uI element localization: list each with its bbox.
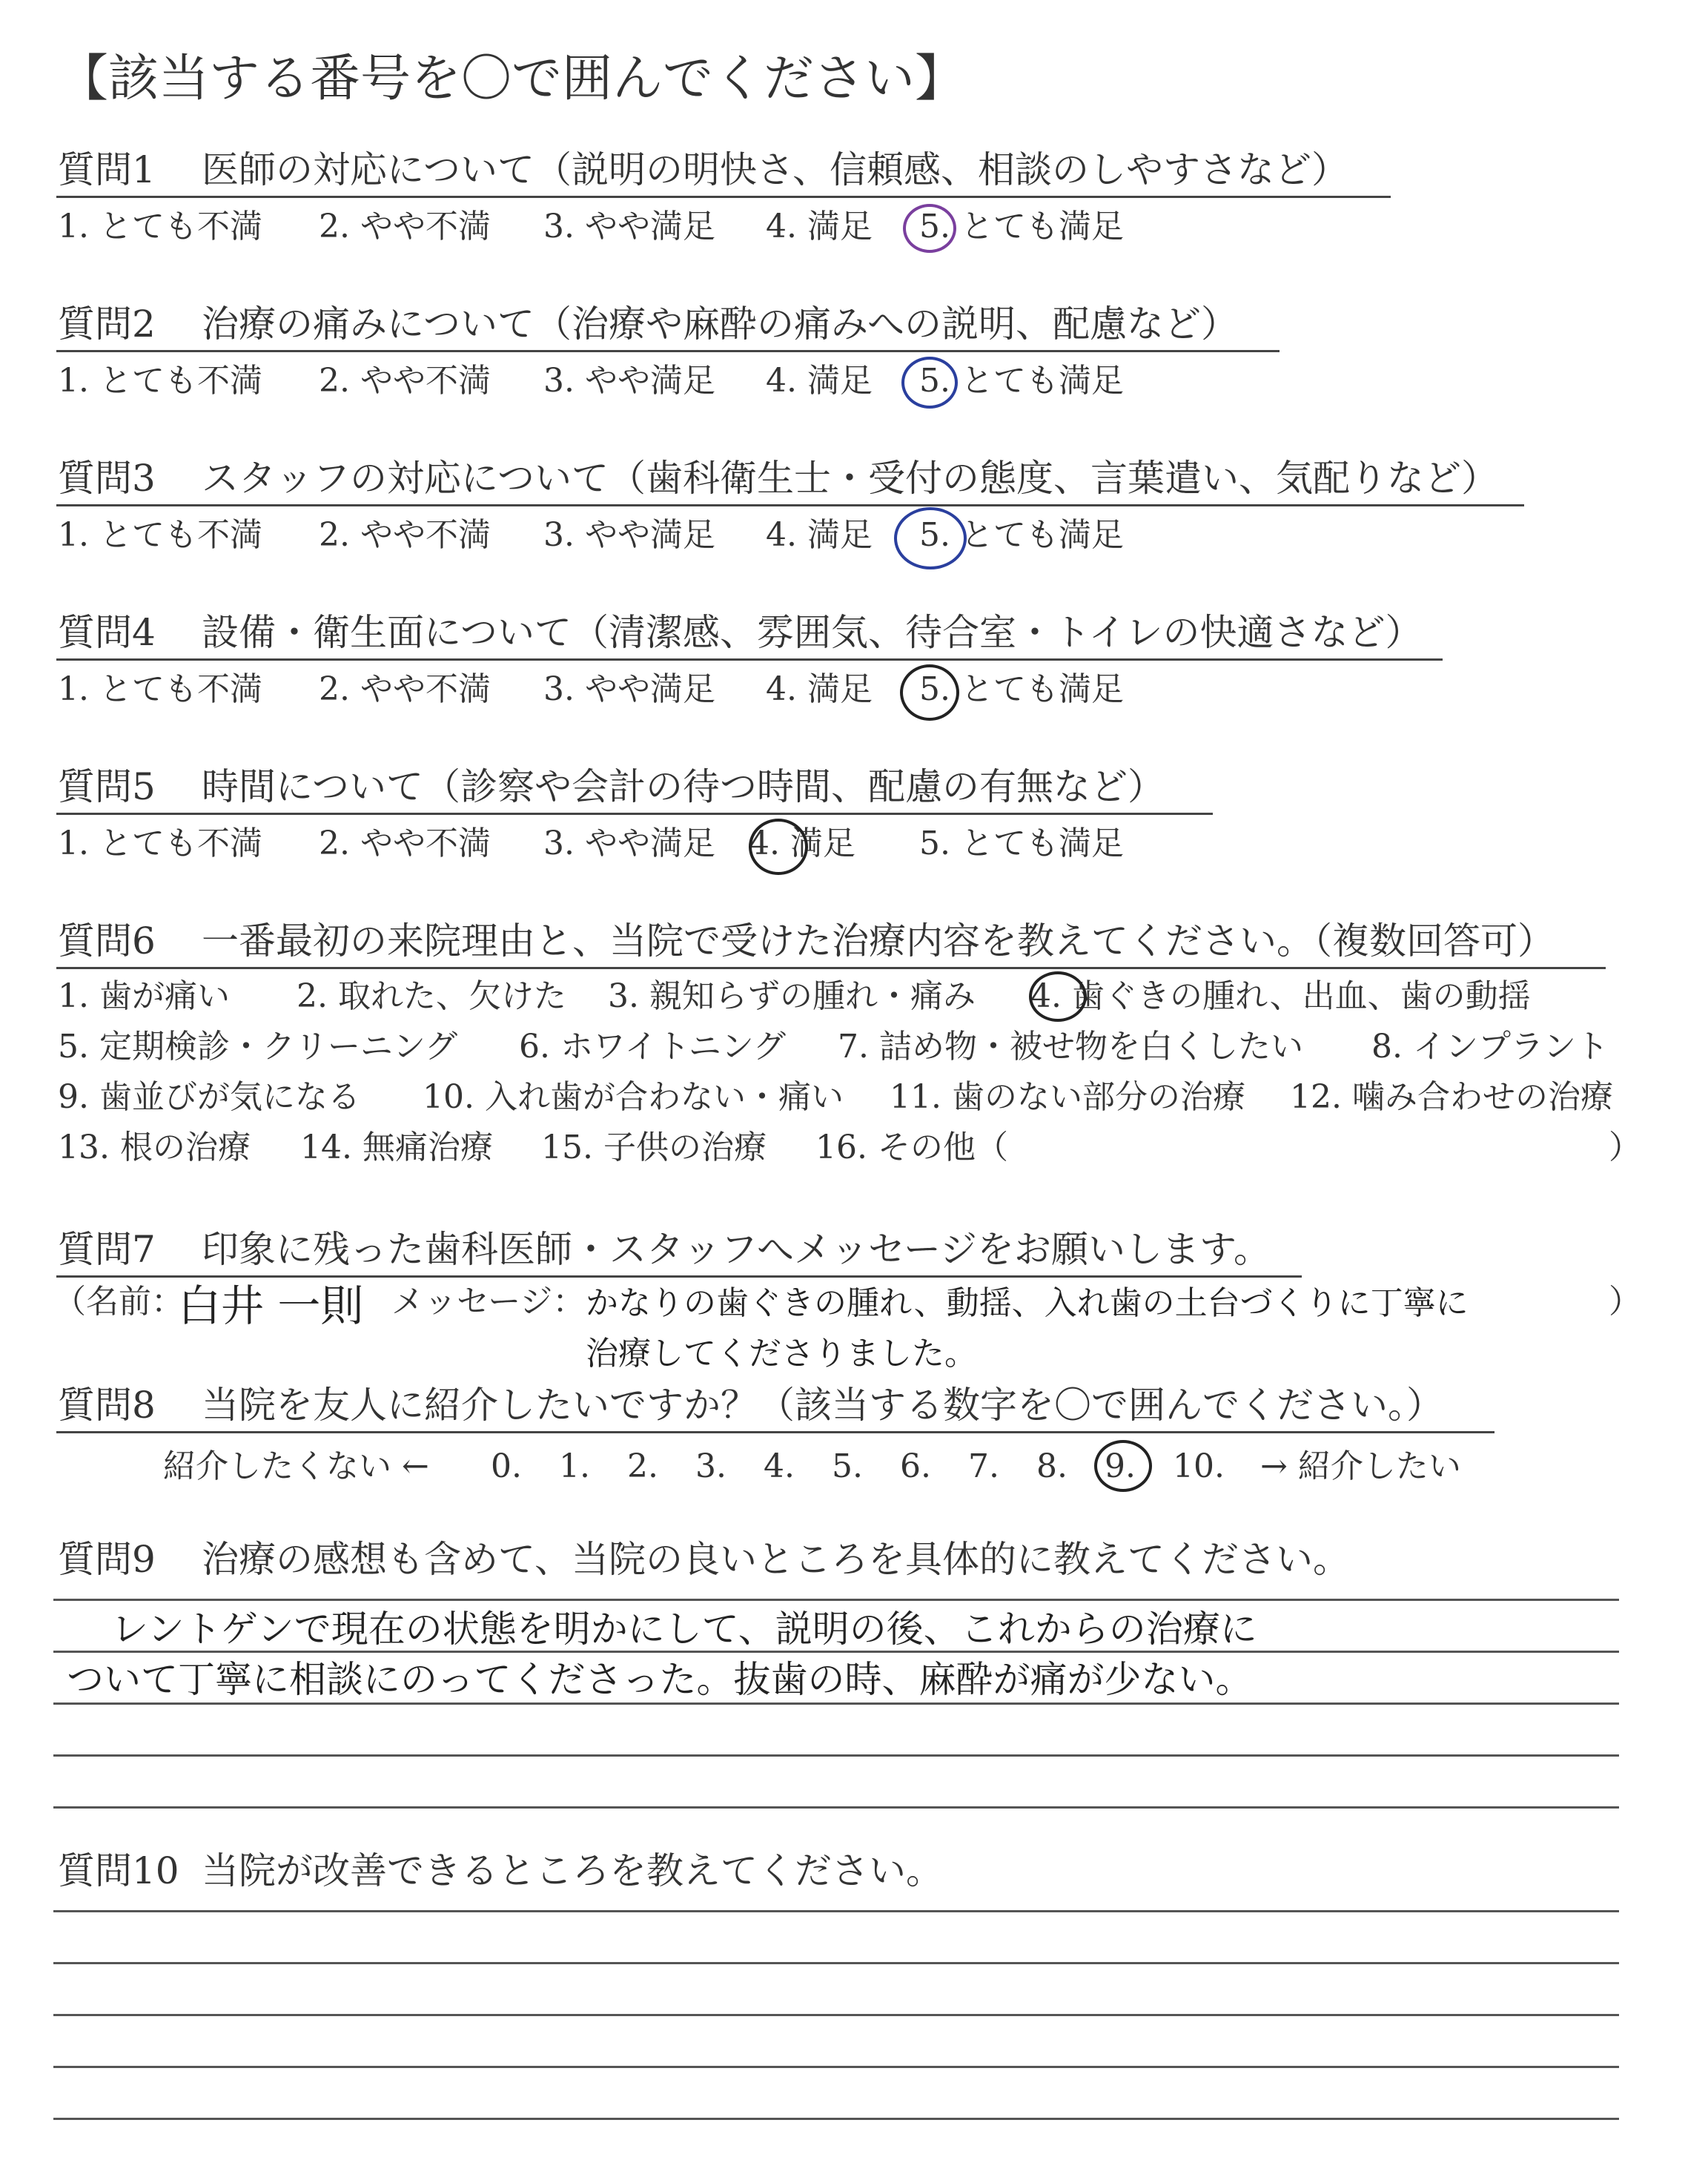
option-1[interactable]: 1. とても不満 — [58, 670, 262, 708]
question-label: 質問6 — [58, 919, 156, 962]
answer-rule — [53, 1702, 1619, 1705]
option-1[interactable]: 1. とても不満 — [58, 825, 262, 862]
underline — [56, 1431, 1494, 1433]
treatment-option[interactable]: 9. 歯並びが気になる — [58, 1078, 360, 1116]
question-text: 当院が改善できるところを教えてください。 — [202, 1849, 943, 1892]
treatment-option[interactable]: 4. 歯ぐきの腫れ、出血、歯の動揺 — [1030, 977, 1531, 1015]
rating-options — [0, 823, 1708, 868]
underline — [56, 196, 1391, 198]
scale-number[interactable]: 8. — [1036, 1447, 1068, 1485]
answer-circle-mark — [1094, 1440, 1152, 1492]
option-4[interactable]: 4. 満足 — [766, 362, 873, 400]
answer-rule — [53, 1806, 1619, 1809]
question-label: 質問2 — [58, 303, 156, 346]
treatment-option[interactable]: 12. 噛み合わせの治療 — [1290, 1078, 1613, 1116]
option-3[interactable]: 3. やや満足 — [543, 825, 715, 862]
answer-rule — [53, 2066, 1619, 2068]
question-label: 質問8 — [58, 1384, 156, 1427]
answer-circle-mark — [901, 357, 958, 409]
option-2[interactable]: 2. やや不満 — [319, 516, 491, 554]
treatment-option[interactable]: 6. ホワイトニング — [519, 1028, 787, 1066]
question-text: 治療の痛みについて（治療や麻酔の痛みへの説明、配慮など） — [202, 303, 1238, 346]
answer-circle-mark — [900, 664, 959, 721]
rating-options — [0, 360, 1708, 405]
treatment-option[interactable]: 13. 根の治療 — [58, 1129, 251, 1166]
scale-number[interactable]: 7. — [968, 1447, 999, 1485]
underline — [56, 658, 1443, 661]
option-5[interactable]: 5. とても満足 — [919, 825, 1124, 862]
option-2[interactable]: 2. やや不満 — [319, 208, 491, 245]
scale-number[interactable]: 5. — [832, 1447, 863, 1485]
scale-number[interactable]: 3. — [695, 1447, 726, 1485]
option-4[interactable]: 4. 満足 — [766, 516, 873, 554]
treatment-options — [0, 976, 1708, 1198]
scale-number[interactable]: 2. — [627, 1447, 658, 1485]
rating-options — [0, 515, 1708, 559]
answer-circle-mark — [1029, 971, 1087, 1022]
option-5[interactable]: 5. とても満足 — [919, 670, 1124, 708]
answer-circle-mark — [749, 819, 808, 875]
scale-number[interactable]: 9. — [1105, 1447, 1136, 1485]
scale-number[interactable]: 1. — [559, 1447, 590, 1485]
name-label: （名前： — [53, 1283, 184, 1321]
treatment-option[interactable]: 7. 詰め物・被せ物を白くしたい — [838, 1028, 1303, 1066]
option-1[interactable]: 1. とても不満 — [58, 516, 262, 554]
question-text: 一番最初の来院理由と、当院で受けた治療内容を教えてください。（複数回答可） — [202, 919, 1555, 962]
question-label: 質問5 — [58, 765, 156, 808]
option-3[interactable]: 3. やや満足 — [543, 362, 715, 400]
scale-number[interactable]: 4. — [764, 1447, 795, 1485]
treatment-option[interactable]: 8. インプラント — [1371, 1028, 1609, 1066]
question-text: 医師の対応について（説明の明快さ、信頼感、相談のしやすさなど） — [202, 148, 1348, 191]
rating-options — [0, 669, 1708, 713]
treatment-option[interactable]: 14. 無痛治療 — [300, 1129, 493, 1166]
treatment-option[interactable]: 1. 歯が痛い — [58, 977, 230, 1015]
option-3[interactable]: 3. やや満足 — [543, 670, 715, 708]
treatment-option[interactable]: 10. 入れ歯が合わない・痛い — [423, 1078, 844, 1116]
name-value[interactable]: 白井 一則 — [178, 1281, 364, 1331]
option-4[interactable]: 4. 満足 — [749, 825, 855, 862]
question-label: 質問10 — [58, 1849, 179, 1892]
underline — [56, 350, 1280, 352]
answer-rule — [53, 1962, 1619, 1964]
option-2[interactable]: 2. やや不満 — [319, 825, 491, 862]
scale-left-label: 紹介したくない ← — [163, 1447, 429, 1485]
underline — [56, 1275, 1302, 1278]
question-text: 設備・衛生面について（清潔感、雰囲気、待合室・トイレの快適さなど） — [202, 611, 1423, 654]
answer-rule — [53, 1910, 1619, 1912]
answer-line-2[interactable]: ついて丁寧に相談にのってくださった。抜歯の時、麻酔が痛が少ない。 — [67, 1658, 1253, 1701]
option-5[interactable]: 5. とても満足 — [919, 516, 1124, 554]
other-close-paren: ） — [1609, 1129, 1641, 1166]
answer-rule — [53, 2014, 1619, 2016]
referral-scale — [0, 1446, 1708, 1490]
treatment-option[interactable]: 5. 定期検診・クリーニング — [58, 1028, 458, 1066]
question-text: 時間について（診察や会計の待つ時間、配慮の有無など） — [202, 765, 1165, 808]
treatment-option[interactable]: 15. 子供の治療 — [541, 1129, 767, 1166]
treatment-option[interactable]: 2. 取れた、欠けた — [297, 977, 566, 1015]
treatment-option[interactable]: 11. 歯のない部分の治療 — [890, 1078, 1245, 1116]
scale-right-label: → 紹介したい — [1260, 1447, 1461, 1485]
answer-rule — [53, 1754, 1619, 1757]
scale-number[interactable]: 0. — [491, 1447, 522, 1485]
answer-rule — [53, 1599, 1619, 1601]
close-paren: ） — [1609, 1283, 1641, 1321]
answer-line-1[interactable]: レントゲンで現在の状態を明かにして、説明の後、これからの治療に — [111, 1608, 1257, 1651]
option-1[interactable]: 1. とても不満 — [58, 208, 262, 245]
question-label: 質問7 — [58, 1228, 156, 1271]
question-label: 質問1 — [58, 148, 156, 191]
treatment-option[interactable]: 16. その他（ — [815, 1129, 1008, 1166]
scale-number[interactable]: 6. — [900, 1447, 931, 1485]
underline — [56, 813, 1213, 815]
option-5[interactable]: 5. とても満足 — [919, 208, 1124, 245]
option-3[interactable]: 3. やや満足 — [543, 516, 715, 554]
question-label: 質問3 — [58, 457, 156, 500]
question-text: 印象に残った歯科医師・スタッフへメッセージをお願いします。 — [202, 1228, 1271, 1271]
treatment-option[interactable]: 3. 親知らずの腫れ・痛み — [608, 977, 976, 1015]
question-text: スタッフの対応について（歯科衛生士・受付の態度、言葉遣い、気配りなど） — [202, 457, 1498, 500]
option-4[interactable]: 4. 満足 — [766, 670, 873, 708]
message-label: メッセージ： — [391, 1283, 586, 1321]
message-line-1[interactable]: かなりの歯ぐきの腫れ、動揺、入れ歯の土台づくりに丁寧に — [586, 1284, 1469, 1322]
underline — [56, 504, 1524, 506]
question-text: 治療の感想も含めて、当院の良いところを具体的に教えてください。 — [202, 1538, 1350, 1581]
answer-circle-mark — [903, 204, 956, 253]
answer-rule — [53, 2118, 1619, 2120]
question-label: 質問9 — [58, 1538, 156, 1581]
message-line-2[interactable]: 治療してくださりました。 — [586, 1335, 977, 1373]
answer-rule — [53, 1651, 1619, 1653]
answer-circle-mark — [894, 507, 967, 569]
option-4[interactable]: 4. 満足 — [766, 208, 873, 245]
scale-number[interactable]: 10. — [1173, 1447, 1225, 1485]
option-2[interactable]: 2. やや不満 — [319, 670, 491, 708]
question-text: 当院を友人に紹介したいですか？（該当する数字を〇で囲んでください。） — [202, 1384, 1443, 1427]
page-title: 【該当する番号を〇で囲んでください】 — [58, 50, 966, 108]
option-5[interactable]: 5. とても満足 — [919, 362, 1124, 400]
rating-options — [0, 206, 1708, 251]
option-3[interactable]: 3. やや満足 — [543, 208, 715, 245]
question-label: 質問4 — [58, 611, 156, 654]
underline — [56, 967, 1606, 969]
option-1[interactable]: 1. とても不満 — [58, 362, 262, 400]
option-2[interactable]: 2. やや不満 — [319, 362, 491, 400]
